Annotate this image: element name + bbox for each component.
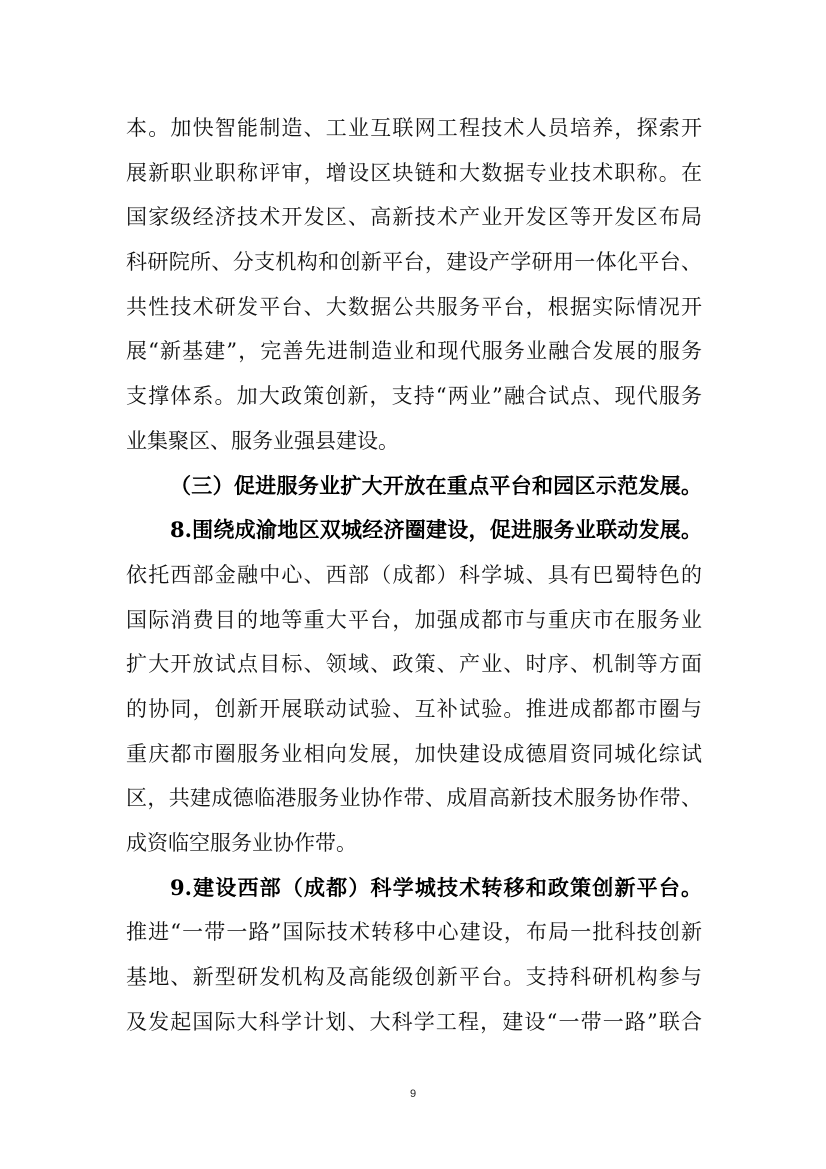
paragraph-line: 科研院所、分支机构和创新平台，建设产学研用一体化平台、 xyxy=(126,250,702,275)
paragraph-line: 区，共建成德临港服务业协作带、成眉高新技术服务协作带、 xyxy=(126,786,702,811)
section-heading: （三）促进服务业扩大开放在重点平台和园区示范发展。 xyxy=(170,472,702,498)
paragraph-line: 国际消费目的地等重大平台，加强成都市与重庆市在服务业 xyxy=(126,607,702,632)
paragraph-line: 及发起国际大科学计划、大科学工程，建设“一带一路”联合 xyxy=(126,1009,702,1034)
paragraph-line: 展“新基建”，完善先进制造业和现代服务业融合发展的服务 xyxy=(126,339,702,364)
paragraph-line: 共性技术研发平台、大数据公共服务平台，根据实际情况开 xyxy=(126,294,702,319)
paragraph-line: 扩大开放试点目标、领域、政策、产业、时序、机制等方面 xyxy=(126,652,702,677)
item-heading: 9.建设西部（成都）科学城技术转移和政策创新平台。 xyxy=(170,874,702,900)
paragraph-line: 依托西部金融中心、西部（成都）科学城、具有巴蜀特色的 xyxy=(126,562,702,587)
paragraph-line: 推进“一带一路”国际技术转移中心建设，布局一批科技创新 xyxy=(126,920,702,945)
paragraph-line: 成资临空服务业协作带。 xyxy=(126,831,357,855)
paragraph-line: 支撑体系。加大政策创新，支持“两业”融合试点、现代服务 xyxy=(126,384,702,409)
page-body xyxy=(126,106,702,1044)
paragraph-line: 业集聚区、服务业强县建设。 xyxy=(126,428,399,453)
page-number: 9 xyxy=(409,1088,417,1100)
continuation-paragraph xyxy=(126,106,702,464)
item-heading: 8.围绕成渝地区双城经济圈建设，促进服务业联动发展。 xyxy=(170,517,702,543)
paragraph-line: 国家级经济技术开发区、高新技术产业开发区等开发区布局 xyxy=(126,205,702,230)
paragraph-line: 的协同，创新开展联动试验、互补试验。推进成都都市圈与 xyxy=(126,696,702,721)
paragraph-line: 本。加快智能制造、工业互联网工程技术人员培养，探索开 xyxy=(126,116,702,140)
item-9-paragraph xyxy=(126,866,702,1045)
paragraph-line: 展新职业职称评审，增设区块链和大数据专业技术职称。在 xyxy=(126,160,702,185)
paragraph-line: 重庆都市圈服务业相向发展，加快建设成德眉资同城化综试 xyxy=(126,741,702,766)
paragraph-line: 基地、新型研发机构及高能级创新平台。支持科研机构参与 xyxy=(126,965,702,990)
item-8-paragraph xyxy=(126,508,702,866)
